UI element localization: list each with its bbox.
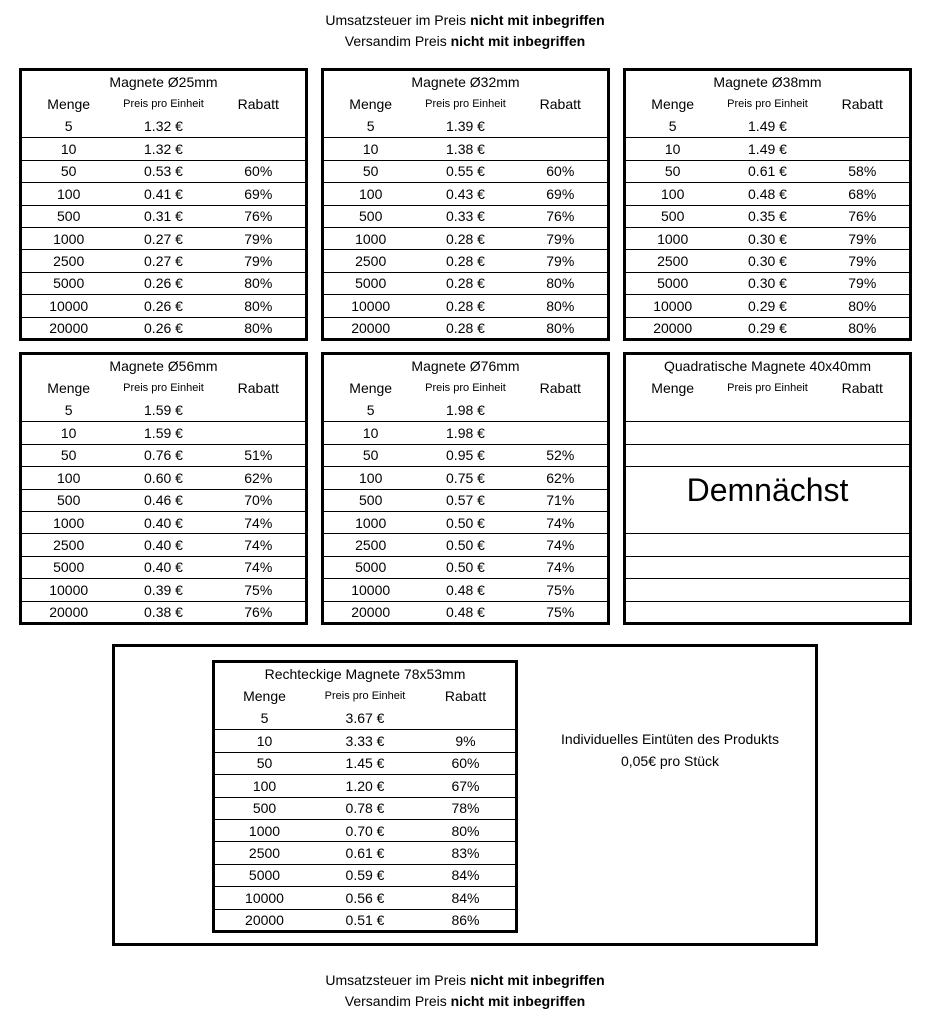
qty-cell: 20000 [351, 320, 391, 337]
qty-cell: 1000 [657, 230, 689, 247]
empty-row [626, 578, 909, 600]
header-qty: Menge [47, 96, 91, 112]
table-header [626, 93, 909, 115]
qty-cell: 2500 [355, 537, 387, 554]
discount-cell: 69% [244, 185, 273, 202]
price-cell: 0.50 € [446, 537, 485, 554]
qty-cell: 10 [60, 425, 77, 442]
table-row [626, 115, 909, 137]
price-cell: 0.60 € [144, 469, 183, 486]
table-row [22, 466, 305, 488]
table-row [22, 601, 305, 623]
price-cell: 0.61 € [345, 845, 385, 862]
table-row [626, 137, 909, 159]
price-cell: 0.70 € [345, 822, 385, 839]
table-row [22, 182, 305, 204]
qty-cell: 50 [60, 447, 77, 464]
table-row [324, 294, 607, 316]
qty-cell: 1000 [355, 514, 387, 531]
discount-cell: 68% [848, 185, 877, 202]
header-unit-price: Preis pro Einheit [324, 690, 406, 702]
qty-cell: 500 [359, 492, 383, 509]
price-cell: 0.43 € [446, 185, 485, 202]
table-row [22, 160, 305, 182]
table-row [22, 421, 305, 443]
discount-cell: 79% [848, 253, 877, 270]
price-cell: 1.32 € [144, 118, 183, 135]
qty-cell: 5 [366, 402, 375, 419]
table-row [22, 294, 305, 316]
discount-cell: 80% [244, 275, 273, 292]
qty-cell: 10 [362, 141, 379, 158]
qty-cell: 10000 [49, 297, 89, 314]
packing-line-2: 0,05€ pro Stück [620, 753, 720, 769]
qty-cell: 5000 [53, 559, 85, 576]
discount-cell: 71% [546, 492, 575, 509]
price-cell: 0.33 € [446, 208, 485, 225]
empty-row [626, 556, 909, 578]
table-row [324, 399, 607, 421]
qty-cell: 100 [359, 469, 383, 486]
discount-cell: 84% [451, 889, 480, 906]
discount-cell: 76% [546, 208, 575, 225]
header-discount: Rabatt [444, 688, 487, 704]
table-row [626, 294, 909, 316]
price-cell: 0.40 € [144, 537, 183, 554]
table-row [626, 205, 909, 227]
table-row [324, 249, 607, 271]
price-cell: 0.27 € [144, 253, 183, 270]
price-table [321, 68, 610, 341]
price-cell: 0.27 € [144, 230, 183, 247]
discount-cell: 79% [848, 275, 877, 292]
table-row [324, 444, 607, 466]
price-cell: 0.40 € [144, 514, 183, 531]
qty-cell: 2500 [53, 537, 85, 554]
price-cell: 0.59 € [345, 867, 385, 884]
qty-cell: 10000 [351, 297, 391, 314]
price-cell: 0.28 € [446, 230, 485, 247]
bottom-section-frame [112, 644, 818, 946]
table-header [324, 377, 607, 399]
qty-cell: 1000 [248, 822, 281, 839]
qty-cell: 5000 [657, 275, 689, 292]
price-cell: 0.26 € [144, 320, 183, 337]
qty-cell: 5000 [248, 867, 281, 884]
table-title: Magnete Ø32mm [411, 74, 520, 90]
price-cell: 0.48 € [446, 581, 485, 598]
table-row [626, 249, 909, 271]
discount-cell: 80% [848, 320, 877, 337]
table-row [324, 115, 607, 137]
price-cell: 0.76 € [144, 447, 183, 464]
price-cell: 1.45 € [345, 755, 385, 772]
table-row [22, 249, 305, 271]
table-row [324, 511, 607, 533]
coming-soon-table [623, 352, 912, 625]
qty-cell: 20000 [49, 320, 89, 337]
header-qty: Menge [349, 380, 393, 396]
qty-cell: 5 [366, 118, 375, 135]
discount-cell: 60% [244, 163, 273, 180]
qty-cell: 50 [664, 163, 681, 180]
price-cell: 0.48 € [446, 604, 485, 621]
table-row [22, 115, 305, 137]
discount-cell: 74% [244, 559, 273, 576]
table-title: Magnete Ø38mm [713, 74, 822, 90]
qty-cell: 100 [252, 777, 277, 794]
table-header [626, 377, 909, 399]
table-row [324, 489, 607, 511]
table-header [324, 93, 607, 115]
discount-cell: 80% [244, 320, 273, 337]
qty-cell: 10 [256, 733, 273, 750]
table-row [324, 578, 607, 600]
qty-cell: 20000 [653, 320, 693, 337]
price-cell: 0.28 € [446, 297, 485, 314]
price-cell: 0.31 € [144, 208, 183, 225]
discount-cell: 79% [848, 230, 877, 247]
price-cell: 0.28 € [446, 320, 485, 337]
price-cell: 0.39 € [144, 581, 183, 598]
header-unit-price: Preis pro Einheit [425, 98, 506, 110]
qty-cell: 100 [57, 469, 81, 486]
table-title: Quadratische Magnete 40x40mm [664, 358, 871, 374]
qty-cell: 50 [60, 163, 77, 180]
discount-cell: 60% [451, 755, 480, 772]
header-discount: Rabatt [841, 96, 883, 112]
table-row [324, 601, 607, 623]
qty-cell: 10 [60, 141, 77, 158]
discount-cell: 86% [451, 912, 480, 929]
discount-cell: 58% [848, 163, 877, 180]
table-row [324, 556, 607, 578]
price-cell: 1.39 € [446, 118, 485, 135]
table-row [22, 578, 305, 600]
header-qty: Menge [349, 96, 393, 112]
qty-cell: 50 [362, 447, 379, 464]
discount-cell: 80% [451, 822, 480, 839]
qty-cell: 10 [664, 141, 681, 158]
price-cell: 0.75 € [446, 469, 485, 486]
qty-cell: 100 [57, 185, 81, 202]
header-qty: Menge [651, 380, 695, 396]
qty-cell: 2500 [355, 253, 387, 270]
price-cell: 1.98 € [446, 425, 485, 442]
qty-cell: 5 [668, 118, 677, 135]
discount-cell: 78% [451, 800, 480, 817]
price-cell: 0.50 € [446, 514, 485, 531]
qty-cell: 500 [359, 208, 383, 225]
qty-cell: 500 [661, 208, 685, 225]
table-title: Rechteckige Magnete 78x53mm [264, 666, 466, 682]
table-title: Magnete Ø56mm [109, 358, 218, 374]
price-table [19, 68, 308, 341]
price-cell: 1.38 € [446, 141, 485, 158]
price-cell: 0.35 € [748, 208, 787, 225]
qty-cell: 10000 [245, 889, 284, 906]
price-cell: 1.98 € [446, 402, 485, 419]
qty-cell: 20000 [49, 604, 89, 621]
packing-line-1: Individuelles Eintüten des Produkts [561, 731, 779, 747]
header-unit-price: Preis pro Einheit [123, 98, 204, 110]
discount-cell: 75% [546, 581, 575, 598]
discount-cell: 80% [546, 320, 575, 337]
table-row [324, 227, 607, 249]
qty-cell: 1000 [53, 514, 85, 531]
price-cell: 0.40 € [144, 559, 183, 576]
discount-cell: 79% [244, 253, 273, 270]
empty-row [626, 421, 909, 443]
qty-cell: 50 [256, 755, 273, 772]
header-discount: Rabatt [237, 380, 279, 396]
qty-cell: 5000 [355, 275, 387, 292]
discount-cell: 62% [244, 469, 273, 486]
price-cell: 1.49 € [748, 141, 787, 158]
discount-cell: 75% [244, 581, 273, 598]
discount-cell: 83% [451, 845, 480, 862]
table-header [22, 93, 305, 115]
price-cell: 1.49 € [748, 118, 787, 135]
header-unit-price: Preis pro Einheit [425, 382, 506, 394]
qty-cell: 2500 [53, 253, 85, 270]
qty-cell: 5 [64, 402, 73, 419]
table-row [324, 466, 607, 488]
table-title: Magnete Ø25mm [109, 74, 218, 90]
table-title: Magnete Ø76mm [411, 358, 520, 374]
table-row [324, 160, 607, 182]
discount-cell: 74% [546, 559, 575, 576]
price-cell: 3.67 € [345, 710, 385, 727]
discount-cell: 69% [546, 185, 575, 202]
qty-cell: 1000 [53, 230, 85, 247]
table-row [626, 272, 909, 294]
discount-cell: 51% [244, 447, 273, 464]
discount-cell: 76% [244, 604, 273, 621]
packing-info [520, 728, 820, 772]
empty-row [626, 601, 909, 623]
price-cell: 0.78 € [345, 800, 385, 817]
empty-row [626, 444, 909, 466]
price-cell: 0.38 € [144, 604, 183, 621]
table-row [626, 227, 909, 249]
discount-cell: 67% [451, 777, 480, 794]
discount-cell: 84% [451, 867, 480, 884]
price-cell: 0.41 € [144, 185, 183, 202]
table-row [626, 160, 909, 182]
qty-cell: 10 [362, 425, 379, 442]
table-row [22, 227, 305, 249]
qty-cell: 100 [359, 185, 383, 202]
discount-cell: 9% [455, 733, 476, 750]
discount-cell: 74% [546, 537, 575, 554]
table-row [324, 317, 607, 339]
price-cell: 0.30 € [748, 253, 787, 270]
qty-cell: 10000 [351, 581, 391, 598]
qty-cell: 20000 [351, 604, 391, 621]
table-row [324, 533, 607, 555]
qty-cell: 10000 [653, 297, 693, 314]
table-row [324, 182, 607, 204]
qty-cell: 5 [260, 710, 269, 727]
price-cell: 0.51 € [345, 912, 385, 929]
coming-soon-text: Demnächst [626, 467, 909, 513]
empty-row [626, 511, 909, 533]
table-row [324, 421, 607, 443]
discount-cell: 79% [244, 230, 273, 247]
empty-row [626, 533, 909, 555]
discount-cell: 79% [546, 253, 575, 270]
table-row [324, 137, 607, 159]
header-unit-price: Preis pro Einheit [123, 382, 204, 394]
header-qty: Menge [47, 380, 91, 396]
table-row [324, 272, 607, 294]
price-cell: 0.53 € [144, 163, 183, 180]
price-cell: 0.95 € [446, 447, 485, 464]
price-cell: 0.61 € [748, 163, 787, 180]
price-cell: 0.55 € [446, 163, 485, 180]
discount-cell: 80% [546, 275, 575, 292]
discount-cell: 76% [244, 208, 273, 225]
price-cell: 0.56 € [345, 889, 385, 906]
discount-cell: 74% [244, 514, 273, 531]
table-row [22, 489, 305, 511]
qty-cell: 1000 [355, 230, 387, 247]
qty-cell: 500 [252, 800, 277, 817]
table-row [22, 317, 305, 339]
table-row [22, 533, 305, 555]
table-row [22, 137, 305, 159]
table-row [626, 317, 909, 339]
header-qty: Menge [243, 688, 286, 704]
tax-notice-bottom [0, 970, 930, 1012]
qty-cell: 20000 [245, 912, 284, 929]
header-discount: Rabatt [841, 380, 883, 396]
discount-cell: 70% [244, 492, 273, 509]
price-cell: 0.28 € [446, 275, 485, 292]
discount-cell: 76% [848, 208, 877, 225]
price-cell: 0.26 € [144, 275, 183, 292]
price-cell: 0.30 € [748, 275, 787, 292]
price-cell: 0.48 € [748, 185, 787, 202]
vat-note: Umsatzsteuer im Preis nicht mit inbegriffen [325, 972, 605, 988]
discount-cell: 80% [848, 297, 877, 314]
price-cell: 1.59 € [144, 425, 183, 442]
header-unit-price: Preis pro Einheit [727, 382, 808, 394]
table-row [22, 511, 305, 533]
table-row [22, 205, 305, 227]
tax-notice-top [0, 10, 930, 52]
qty-cell: 50 [362, 163, 379, 180]
price-cell: 0.28 € [446, 253, 485, 270]
discount-cell: 75% [546, 604, 575, 621]
table-row [324, 205, 607, 227]
discount-cell: 52% [546, 447, 575, 464]
price-cell: 1.59 € [144, 402, 183, 419]
price-cell: 0.57 € [446, 492, 485, 509]
header-qty: Menge [651, 96, 695, 112]
table-header [22, 377, 305, 399]
price-cell: 0.26 € [144, 297, 183, 314]
table-row [22, 444, 305, 466]
qty-cell: 500 [57, 492, 81, 509]
price-table [623, 68, 912, 341]
qty-cell: 10000 [49, 581, 89, 598]
price-table [321, 352, 610, 625]
discount-cell: 79% [546, 230, 575, 247]
empty-row [626, 399, 909, 421]
header-discount: Rabatt [237, 96, 279, 112]
discount-cell: 74% [546, 514, 575, 531]
shipping-note: Versandim Preis nicht mit inbegriffen [344, 993, 586, 1009]
qty-cell: 2500 [657, 253, 689, 270]
price-table [19, 352, 308, 625]
table-row [626, 182, 909, 204]
price-cell: 3.33 € [345, 733, 385, 750]
price-cell: 0.46 € [144, 492, 183, 509]
qty-cell: 5000 [53, 275, 85, 292]
qty-cell: 500 [57, 208, 81, 225]
header-discount: Rabatt [539, 380, 581, 396]
price-cell: 1.20 € [345, 777, 385, 794]
price-cell: 0.29 € [748, 297, 787, 314]
qty-cell: 5000 [355, 559, 387, 576]
table-row [22, 399, 305, 421]
shipping-note: Versandim Preis nicht mit inbegriffen [344, 33, 586, 49]
discount-cell: 80% [244, 297, 273, 314]
price-cell: 0.29 € [748, 320, 787, 337]
price-cell: 0.50 € [446, 559, 485, 576]
price-cell: 1.32 € [144, 141, 183, 158]
table-row [22, 272, 305, 294]
discount-cell: 80% [546, 297, 575, 314]
qty-cell: 2500 [248, 845, 281, 862]
discount-cell: 62% [546, 469, 575, 486]
qty-cell: 5 [64, 118, 73, 135]
header-discount: Rabatt [539, 96, 581, 112]
header-unit-price: Preis pro Einheit [727, 98, 808, 110]
vat-note: Umsatzsteuer im Preis nicht mit inbegriffen [325, 12, 605, 28]
qty-cell: 100 [661, 185, 685, 202]
price-cell: 0.30 € [748, 230, 787, 247]
table-row [22, 556, 305, 578]
discount-cell: 74% [244, 537, 273, 554]
discount-cell: 60% [546, 163, 575, 180]
